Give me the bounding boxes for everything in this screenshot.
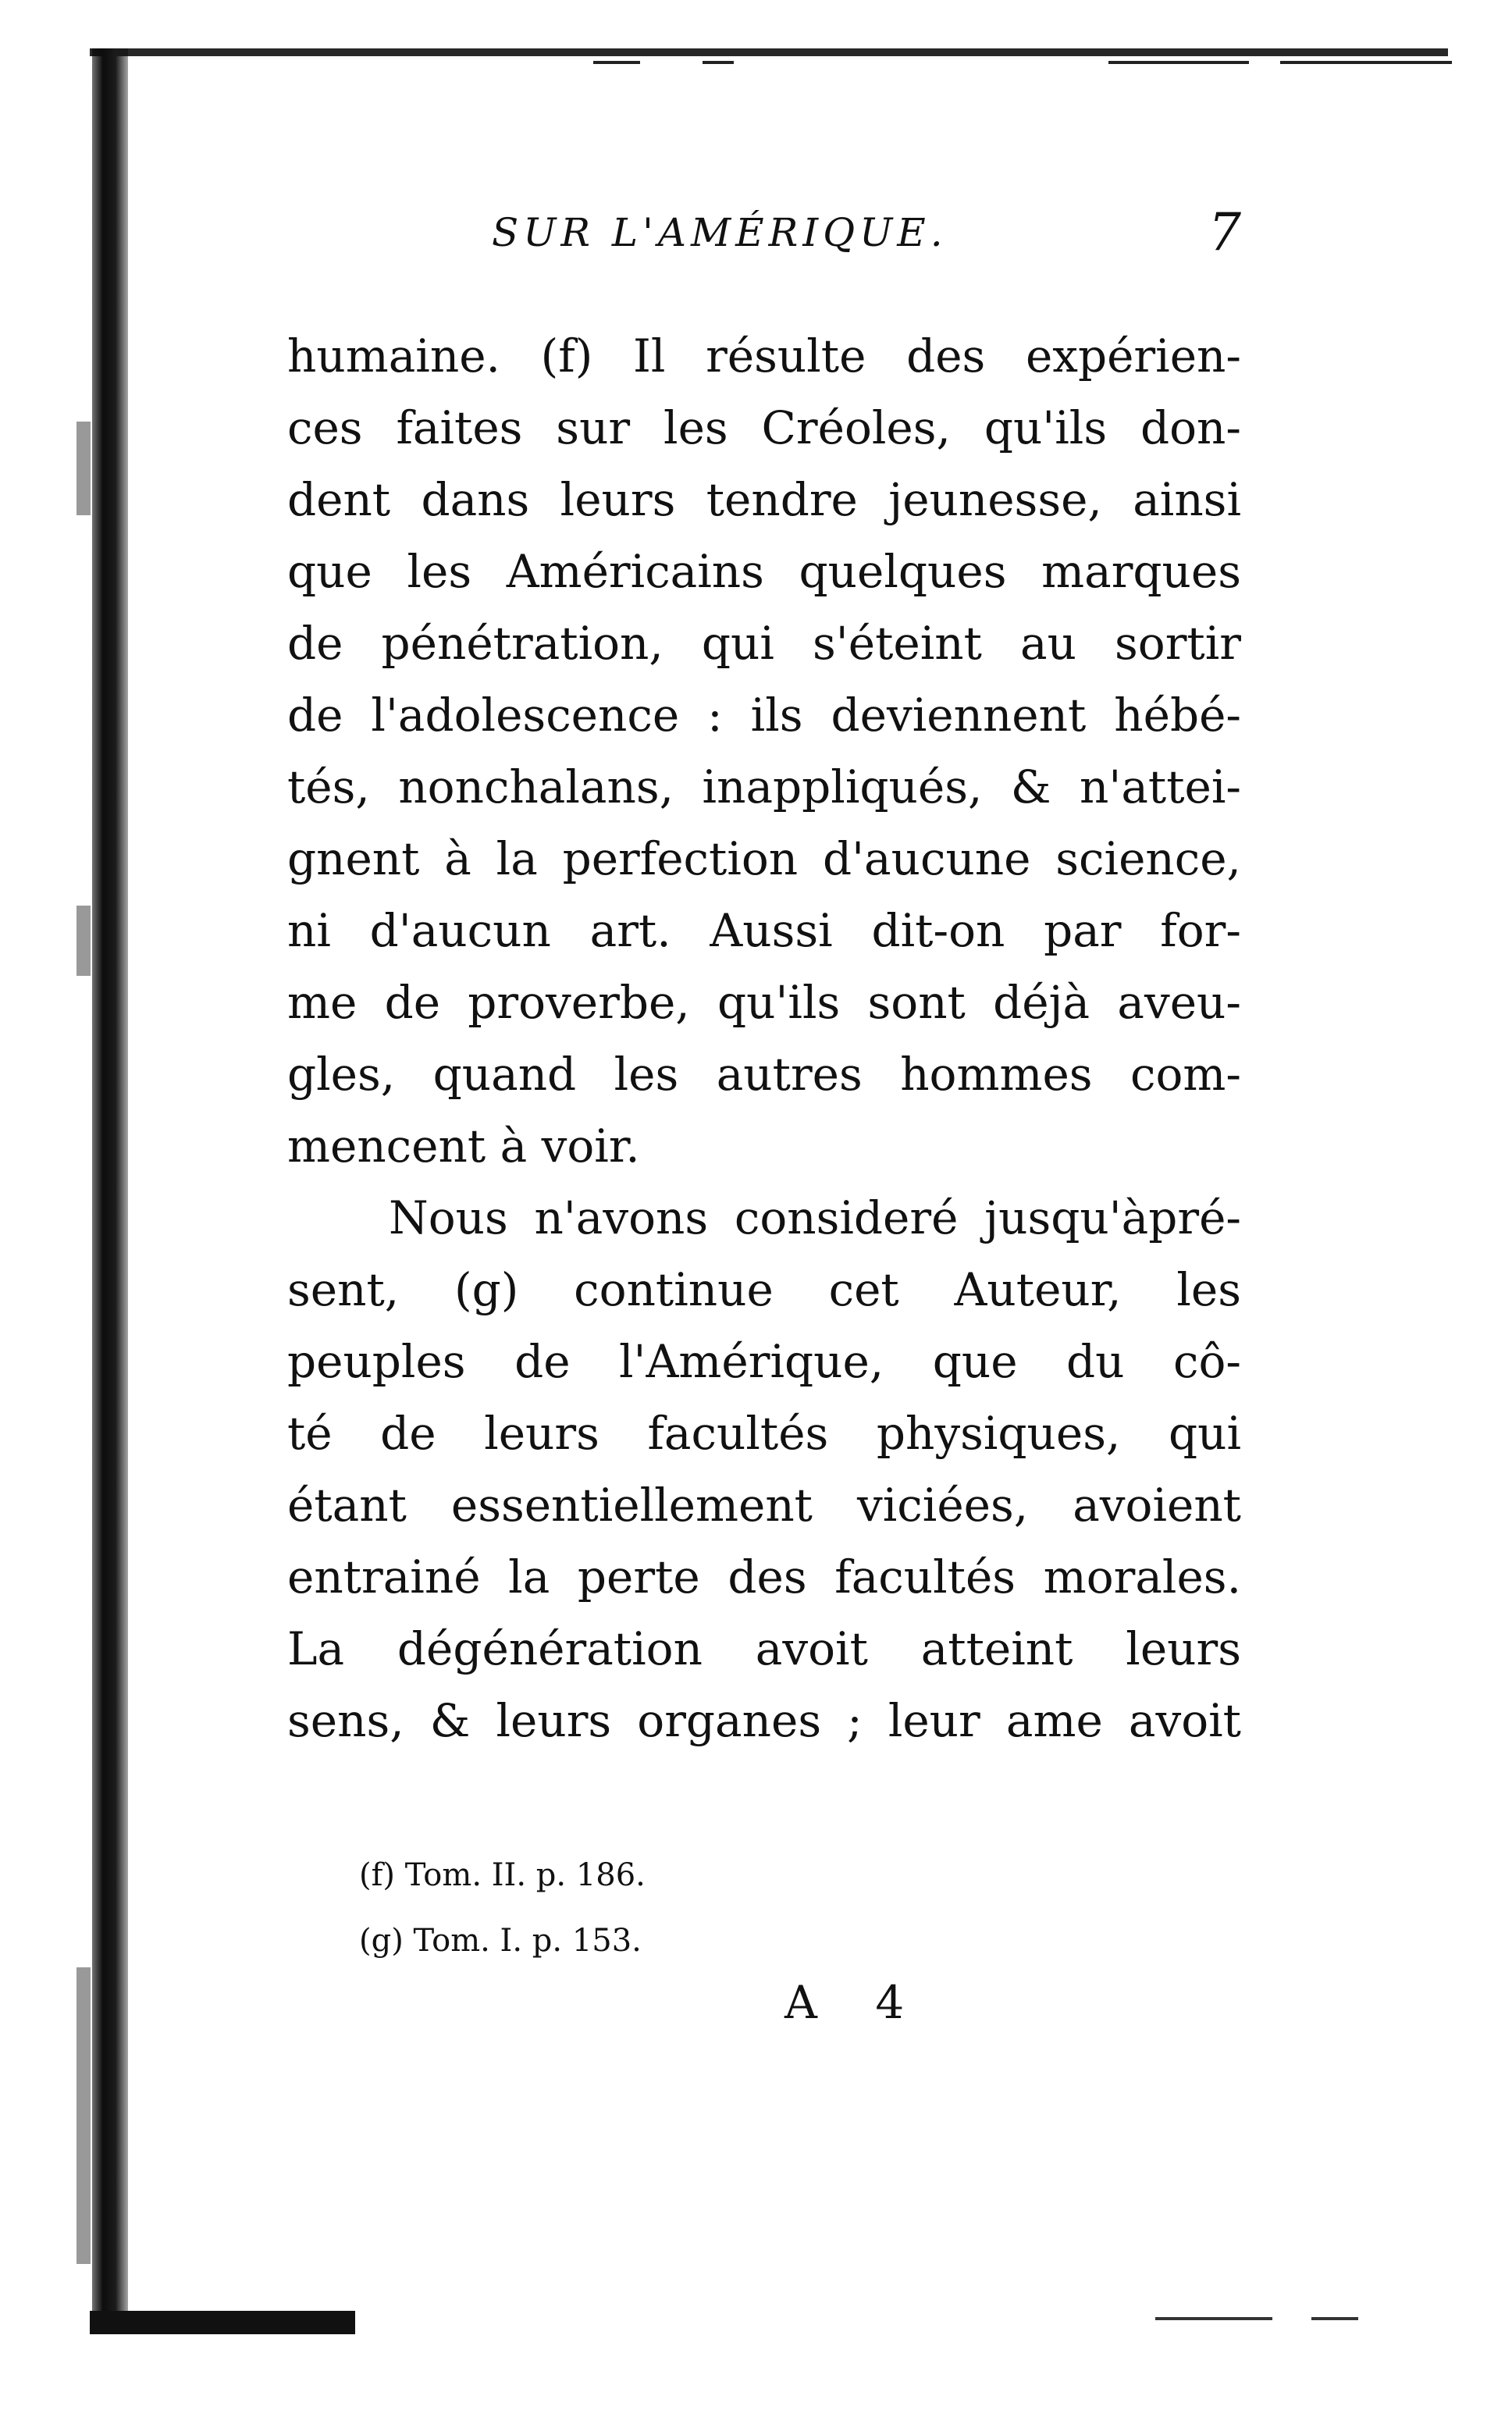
scan-dash: [703, 61, 734, 64]
text-line: La dégénération avoit atteint leurs: [287, 1622, 1241, 1675]
scan-dash: [1155, 2317, 1272, 2320]
scan-speck: [76, 422, 91, 515]
text-line: me de proverbe, qu'ils sont déjà aveu-: [287, 976, 1241, 1029]
footnote-g: (g) Tom. I. p. 153.: [359, 1923, 642, 1959]
page-header: [492, 201, 1241, 264]
running-title: SUR L'AMÉRIQUE.: [492, 210, 948, 255]
text-line: Nous n'avons consideré jusqu'àpré-: [389, 1191, 1241, 1244]
text-line: humaine. (f) Il résulte des expérien-: [287, 329, 1241, 383]
text-line: tés, nonchalans, inappliqués, & n'attei-: [287, 760, 1241, 813]
footnotes: [359, 1842, 984, 1974]
text-line: de pénétration, qui s'éteint au sortir: [287, 617, 1241, 670]
scan-border-bottom: [90, 2311, 355, 2334]
scan-dash: [1280, 61, 1452, 64]
text-line: peuples de l'Amérique, que du cô-: [287, 1335, 1241, 1388]
text-line: entrainé la perte des facultés morales.: [287, 1550, 1241, 1604]
scan-dash: [1108, 61, 1249, 64]
scan-speck: [76, 1967, 91, 2264]
scan-speck: [76, 906, 91, 976]
text-line: ni d'aucun art. Aussi dit-on par for-: [287, 904, 1241, 957]
text-line: que les Américains quelques marques: [287, 545, 1241, 598]
text-line: mencent à voir.: [287, 1120, 640, 1173]
text-line: gles, quand les autres hommes com-: [287, 1048, 1241, 1101]
footnote-f: (f) Tom. II. p. 186.: [359, 1857, 646, 1893]
page-number: 7: [1208, 202, 1241, 262]
text-line: de l'adolescence : ils deviennent hébé-: [287, 689, 1241, 742]
text-line: sent, (g) continue cet Auteur, les: [287, 1263, 1241, 1316]
text-line: étant essentiellement viciées, avoient: [287, 1479, 1241, 1532]
signature-mark: A 4: [784, 1976, 927, 2029]
text-line: ces faites sur les Créoles, qu'ils don-: [287, 401, 1241, 454]
scan-border-top: [90, 48, 1448, 67]
text-line: gnent à la perfection d'aucune science,: [287, 832, 1241, 885]
scan-dash: [1311, 2317, 1358, 2320]
scan-border-left: [92, 48, 128, 2326]
text-line: té de leurs facultés physiques, qui: [287, 1407, 1241, 1460]
body-text: [287, 320, 1241, 1757]
text-line: sens, & leurs organes ; leur ame avoit: [287, 1694, 1241, 1747]
scan-dash: [593, 61, 640, 64]
text-line: dent dans leurs tendre jeunesse, ainsi: [287, 473, 1241, 526]
